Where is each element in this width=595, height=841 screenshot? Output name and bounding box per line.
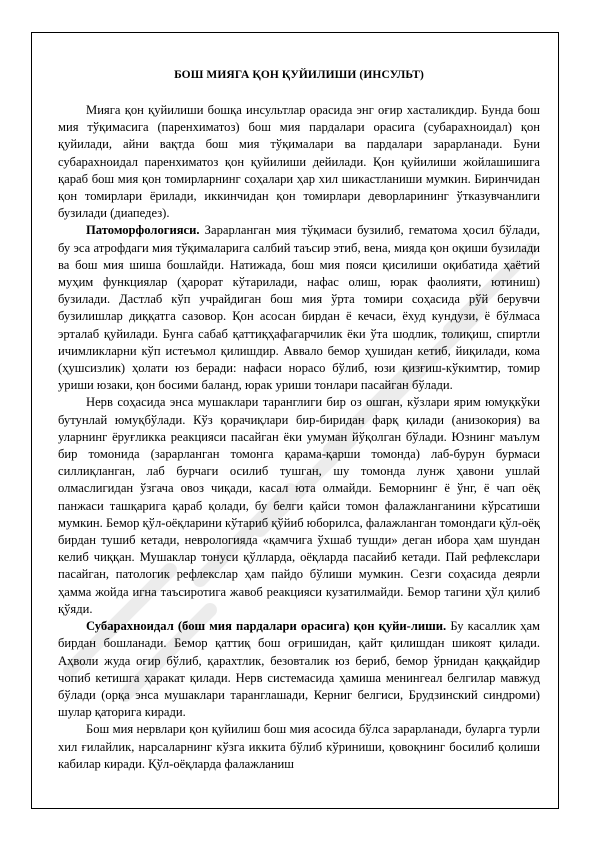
paragraph-subarachnoid-text: Бу касаллик ҳам бирдан бошланади. Бемор қаттиқ бош оғришидан, қайт қилишдан шикоят қилади. Аҳволи жуда оғир бўлиб, қарахтлик, безовталик юз бериб, бемор ўрнидан қаққайдир чопиб кетишга ҳаракат қилади. Нерв системасида ҳамиша менингеал белгилар мавжуд бўлади (орқа энса мушаклари таранглашади, Керниг белгиси, Брудзинский синдроми) шулар қаторига киради.	[58, 619, 540, 720]
section-heading-pathomorphology: Патоморфологияси.	[86, 223, 200, 238]
paragraph-neuro-signs: Нерв соҳасида энса мушаклари таранглиги бир оз ошган, кўзлари ярим юмуқкўки бутунлай юмуқбўлади. Кўз қорачиқлари бир-биридан фарқ қилади (анизокория) ва уларнинг ёруғликка реакцияси пасайган ёки умуман йўқолган бўлади. Юзнинг маълум бир томонида (зарарланган томонга қарама-қарши томонда) лаб-бурун бурмаси силлиқланган, лаб бурчаги осилиб тушган, шу томонда лунж ҳавони ушлай олмаслигидан ўзгача овоз чиқади, касал юта олмайди. Беморнинг ё ўнг, ё чап оёқ панжаси ташқарига қараб қолади, бу белги қайси томон фалажланганини кўрсатиши мумкин. Бемор қўл-оёқларини кўтариб қўйиб юборилса, фалажланган томондаги қўл-оёқ бирдан тушиб кетади, неврологияда «қамчига ўхшаб тушди» деган ибора ҳам шундан келиб чиққан. Мушаклар тонуси қўлларда, оёқларда пасайиб кетади. Пай рефлекслари пасайган, патологик рефлекслар ҳам пайдо бўлиши мумкин. Сезги соҳасида деярли ҳамма жойда игна таъсиротига жавоб реакцияси кузатилмайди. Бемор тагини ҳўл қилиб қўяди.	[58, 395, 540, 616]
paragraph-intro: Мияга қон қуйилиши бошқа инсультлар орасида энг оғир хасталикдир. Бунда бош мия тўқимасига (паренхиматоз) бош мия пардалари орасига (субарахноидал) қон қуйилади, айни вақтда бош мия тўқималари ва пардалари зарарланади. Буни субарахноидал паренхиматоз қон қуйилиши дейилади. Қон қуйилиши жойлашишига қараб бош мия қон томирларнинг соҳалари ҳар хил шикастланиши мумкин. Биринчидан қон томирлари ёрилади, иккинчидан қон томирлари деворларининг ўтказувчанлиги бузилади (диапедез).	[58, 103, 540, 221]
paragraph-pathomorphology-text: Зарарланган мия тўқимаси бузилиб, гематома ҳосил бўлади, бу эса атрофдаги мия тўқималарига салбий таъсир этиб, вена, мияда қон оқиши бузилади ва бош мия шиша бошлайди. Натижада, бош мия пояси қисилиши оқибатида ҳаётий муҳим функциялар (ҳарорат кўтарилади, нафас олиш, юрак фаолияти, ютиниш) бузилади. Дастлаб кўп учрайдиган бош мия ўрта томири соҳасида рўй берувчи бузилишлар диққатга сазовор. Қон асосан бирдан ё кечаси, ёхуд кундузи, ё бўлмаса эрталаб қуйилади. Бунга сабаб қаттиқҳафагарчилик ёки ўта шодлик, толиқиш, спиртли ичимликларни кўп истеъмол қилишдир. Аввало бемор ҳушидан кетиб, йиқилади, кома (ҳушсизлик) ҳолати юз беради: нафаси норасо бўлиб, юзи қизғиш-кўкимтир, томир уриши юзаки, қон босими баланд, юрак уриши тонлари пасайган бўлади.	[58, 223, 540, 393]
section-heading-subarachnoid: Субарахноидал (бош мия пардалари орасига) қон қуйи-лиши.	[86, 619, 447, 634]
paragraph-pathomorphology	[58, 222, 540, 394]
document-body	[58, 69, 540, 773]
document-title: БОШ МИЯГА ҚОН ҚУЙИЛИШИ (ИНСУЛЬТ)	[174, 69, 424, 81]
paragraph-subarachnoid	[58, 618, 540, 721]
paragraph-cranial-nerves: Бош мия нервлари қон қуйилиш бош мия асосида бўлса зарарланади, буларга турли хил ғилайлик, нарсаларнинг кўзга иккита бўлиб кўриниши, қовоқнинг босилиб қолиши кабилар киради. Қўл-оёқларда фалажланиш	[58, 722, 540, 771]
